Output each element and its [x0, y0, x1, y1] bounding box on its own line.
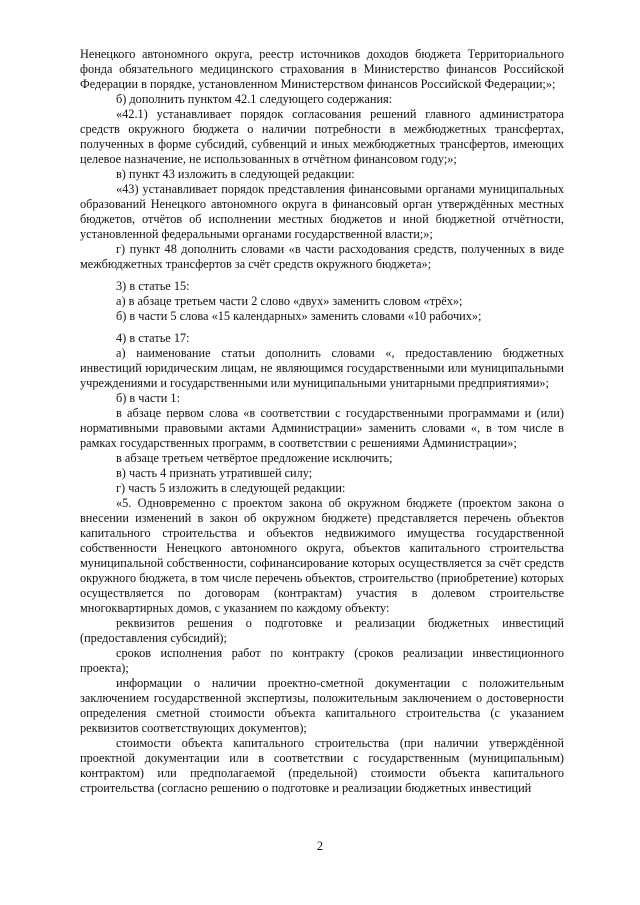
paragraph-item-b-add-42-1: б) дополнить пунктом 42.1 следующего содержания:: [116, 92, 393, 106]
paragraph-item-v-43: в) пункт 43 изложить в следующей редакции:: [116, 167, 355, 181]
paragraph-article-17-b-third: в абзаце третьем четвёртое предложение исключить;: [116, 451, 393, 465]
paragraph-article-17-b-first: в абзаце первом слова «в соответствии с государственными программами и (или) нормативными правовыми актами Администрации» заменить словами «, в том числе в рамках государственных программ, в соответствии с решениями Администрации»;: [80, 406, 564, 450]
paragraph-list-deadlines: сроков исполнения работ по контракту (сроков реализации инвестиционного проекта);: [80, 646, 564, 675]
paragraph-article-17-b: б) в части 1:: [116, 391, 181, 405]
paragraph-list-cost: стоимости объекта капитального строительства (при наличии утверждённой проектной документации или в соответствии с государственным (муниципальным) контрактом) или предполагаемой (предельной) стоимости объекта капитального строительства (согласно решению о подготовке и реализации бюджетных инвестиций: [80, 736, 564, 795]
document-body: [80, 47, 564, 796]
paragraph-article-17: 4) в статье 17:: [116, 331, 190, 345]
paragraph-article-17-g: г) часть 5 изложить в следующей редакции:: [116, 481, 346, 495]
paragraph-list-requisites: реквизитов решения о подготовке и реализации бюджетных инвестиций (предоставления субсидий);: [80, 616, 564, 645]
paragraph-item-g-48: г) пункт 48 дополнить словами «в части расходования средств, полученных в виде межбюджетных трансфертов за счёт средств окружного бюджета»;: [80, 242, 564, 271]
paragraph-quote-part-5: «5. Одновременно с проектом закона об окружном бюджете (проектом закона о внесении изменений в закон об окружном бюджете) представляется перечень объектов капитального строительства и объектов недвижимого имущества государственной собственности Ненецкого автономного округа, объектов капитального строительства муниципальной собственности, софинансирование которых осуществляется за счёт средств окружного бюджета, в том числе перечень объектов, строительство (приобретение) которых осуществляется по договорам (контрактам) участия в долевом строительстве многоквартирных домов, с указанием по каждому объекту:: [80, 496, 564, 615]
paragraph-article-15-a: а) в абзаце третьем части 2 слово «двух» заменить словом «трёх»;: [116, 294, 463, 308]
paragraph-list-documentation: информации о наличии проектно-сметной документации с положительным заключением государственной экспертизы, положительным заключением о достоверности определения сметной стоимости объекта капитального строительства (с указанием реквизитов соответствующих документов);: [80, 676, 564, 735]
paragraph-article-15-b: б) в части 5 слова «15 календарных» заменить словами «10 рабочих»;: [116, 309, 482, 323]
paragraph-quote-43: «43) устанавливает порядок представления финансовыми органами муниципальных образований Ненецкого автономного округа в финансовый орган утверждённых местных бюджетов, отчётов об исполнении местных бюджетов и иной бюджетной отчётности, установленной федеральными органами государственной власти;»;: [80, 182, 564, 241]
paragraph-continuation: Ненецкого автономного округа, реестр источников доходов бюджета Территориального фонда обязательного медицинского страхования в Министерство финансов Российской Федерации в порядке, установленном Министерством финансов Российской Федерации;»;: [80, 47, 564, 91]
paragraph-article-17-a: а) наименование статьи дополнить словами «, предоставлению бюджетных инвестиций юридическим лицам, не являющимся государственными или муниципальными учреждениями и государственными или муниципальными унитарными предприятиями»;: [80, 346, 564, 390]
paragraph-article-17-v: в) часть 4 признать утратившей силу;: [116, 466, 313, 480]
paragraph-quote-42-1: «42.1) устанавливает порядок согласования решений главного администратора средств окружного бюджета о наличии потребности в межбюджетных трансфертах, полученных в форме субсидий, субвенций и иных межбюджетных трансфертов, имеющих целевое назначение, не использованных в отчётном финансовом году;»;: [80, 107, 564, 166]
page-number: 2: [316, 839, 324, 853]
paragraph-article-15: 3) в статье 15:: [116, 279, 190, 293]
